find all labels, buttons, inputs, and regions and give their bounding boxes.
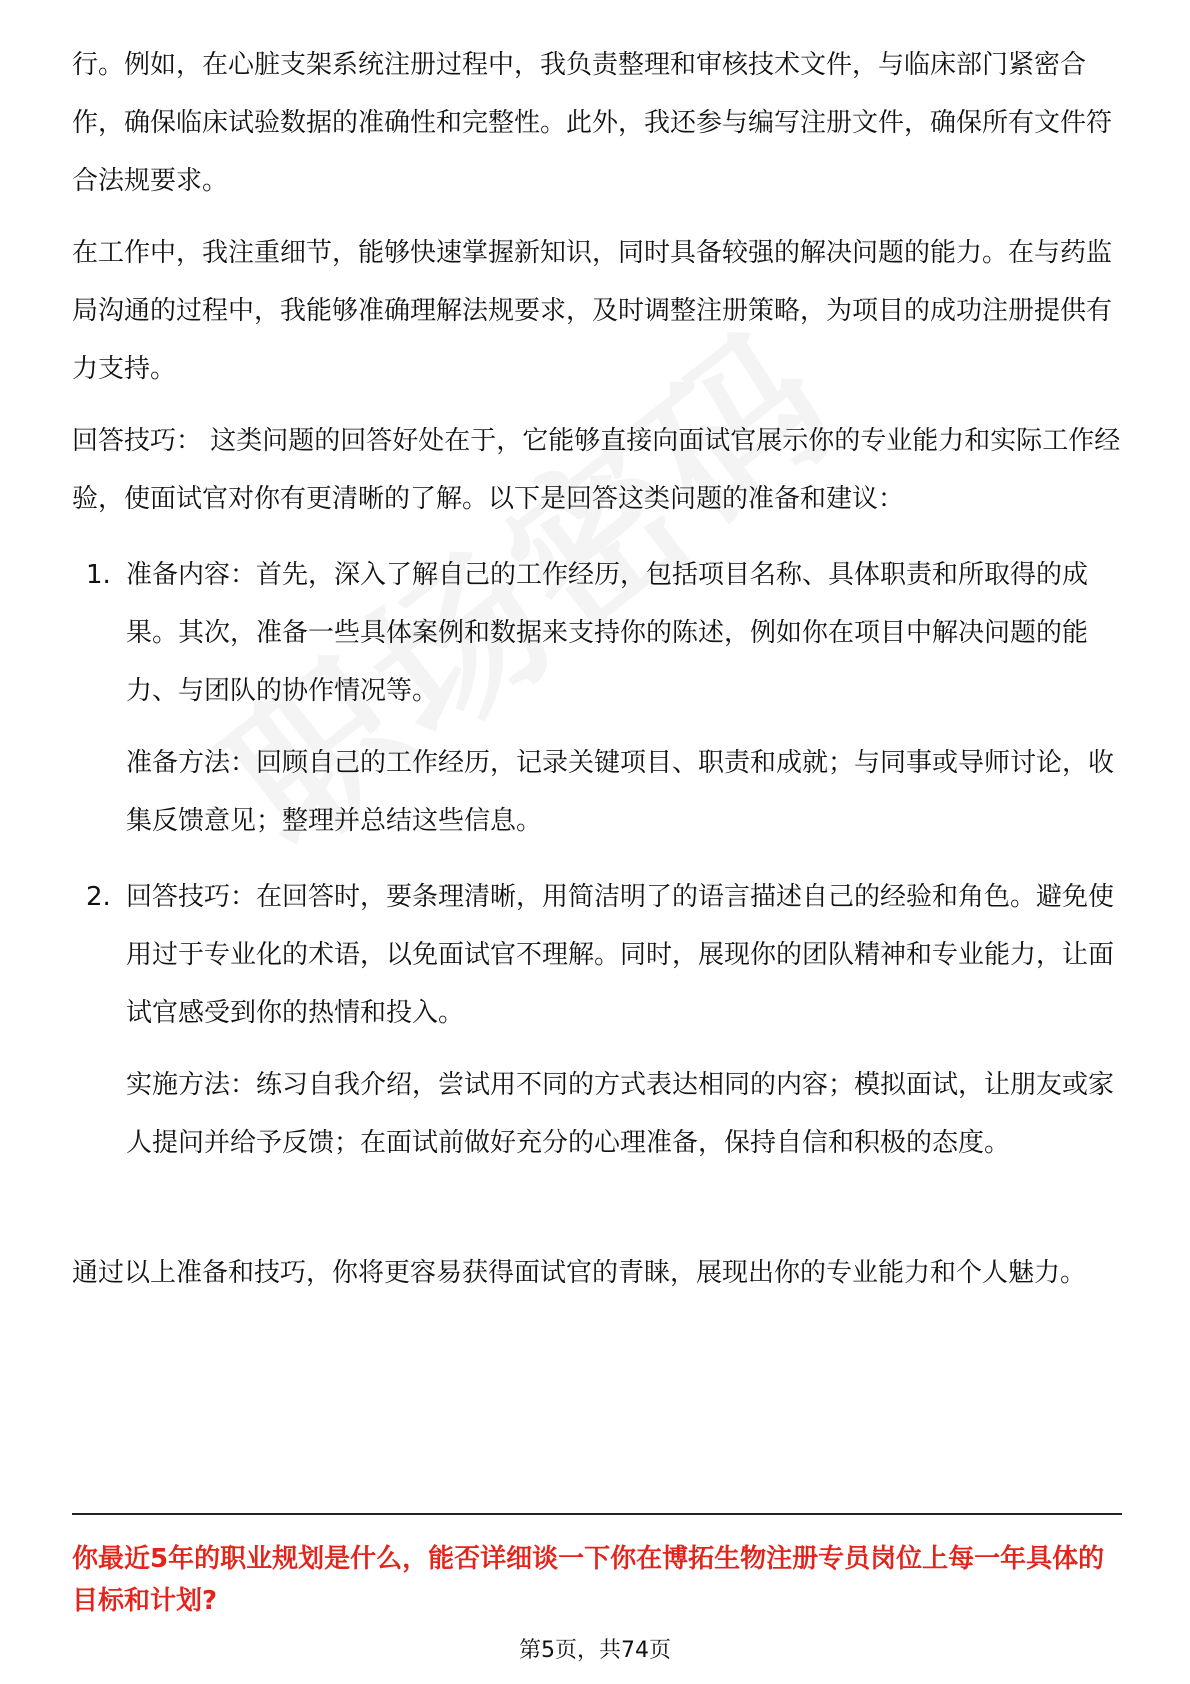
list-item-2	[72, 868, 1122, 1042]
list-item-2-method: 实施方法：练习自我介绍，尝试用不同的方式表达相同的内容；模拟面试，让朋友或家人提问并给予反馈；在面试前做好充分的心理准备，保持自信和积极的态度。	[126, 1070, 1115, 1158]
paragraph-continued: 行。例如，在心脏支架系统注册过程中，我负责整理和审核技术文件，与临床部门紧密合作，确保临床试验数据的准确性和完整性。此外，我还参与编写注册文件，确保所有文件符合法规要求。	[72, 50, 1113, 196]
paragraph-strengths: 在工作中，我注重细节，能够快速掌握新知识，同时具备较强的解决问题的能力。在与药监局沟通的过程中，我能够准确理解法规要求，及时调整注册策略，为项目的成功注册提供有力支持。	[72, 238, 1113, 384]
list-item-1-method: 准备方法：回顾自己的工作经历，记录关键项目、职责和成就；与同事或导师讨论，收集反馈意见；整理并总结这些信息。	[126, 748, 1115, 836]
list-number: 1.	[86, 560, 111, 590]
page-number: 第5页，共74页	[519, 1638, 671, 1663]
paragraph-conclusion: 通过以上准备和技巧，你将更容易获得面试官的青睐，展现出你的专业能力和个人魅力。	[72, 1258, 1087, 1288]
list-item-text: 回答技巧：在回答时，要条理清晰，用简洁明了的语言描述自己的经验和角色。避免使用过于专业化的术语，以免面试官不理解。同时，展现你的团队精神和专业能力，让面试官感受到你的热情和投入。	[126, 882, 1115, 1028]
list-item-text: 准备内容：首先，深入了解自己的工作经历，包括项目名称、具体职责和所取得的成果。其次，准备一些具体案例和数据来支持你的陈述，例如你在项目中解决问题的能力、与团队的协作情况等。	[126, 560, 1089, 706]
section-divider	[72, 1513, 1122, 1515]
list-number: 2.	[86, 882, 111, 912]
list-item-1	[72, 546, 1122, 720]
paragraph-answer-tips: 回答技巧： 这类问题的回答好处在于，它能够直接向面试官展示你的专业能力和实际工作经验，使面试官对你有更清晰的了解。以下是回答这类问题的准备和建议：	[72, 426, 1121, 514]
next-question-heading: 你最近5年的职业规划是什么，能否详细谈一下你在博拓生物注册专员岗位上每一年具体的目标和计划?	[72, 1544, 1105, 1616]
